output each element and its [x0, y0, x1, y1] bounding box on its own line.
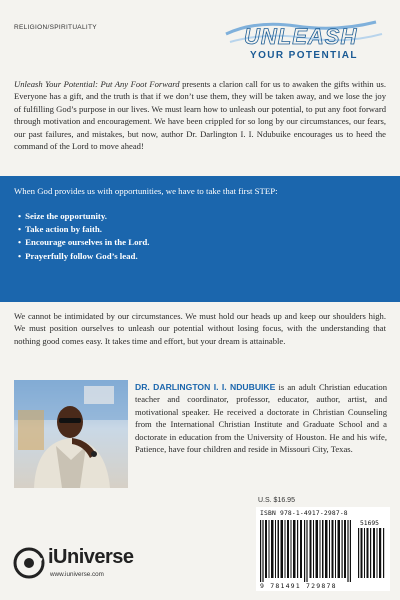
price-addon-code: 51695 [360, 520, 379, 527]
series-logo [216, 14, 386, 64]
intro-text: presents a clarion call for us to awaken the gifts within us. Everyone has a gift, and the truth is that if we don’t use them, they will be taken away, and we lose the joy of fulfilling God’s purpose in our lives. We must learn how to unleash our potential, to put any foot forward through motivation and encouragement. We have been crippled for so long by our circumstances, our fears, our past failures, and mistakes, but now, author Dr. Darlington I. I. Ndubuike encourages us to heed the command of the Lord to move ahead! [14, 79, 386, 152]
step-lead: When God provides us with opportunities, we have to take that first STEP: [14, 186, 278, 196]
author-name: DR. DARLINGTON I. I. NDUBUIKE [135, 382, 276, 392]
price-label: U.S. $16.95 [258, 497, 295, 504]
logo-subtitle: YOUR POTENTIAL [250, 50, 358, 61]
ean-digits: 9 781491 729878 [260, 582, 337, 590]
barcode-icon [260, 520, 386, 582]
step-item: • Encourage ourselves in the Lord. [26, 236, 149, 249]
closing-paragraph: We cannot be intimidated by our circumstances. We must hold our heads up and keep our shoulders high. We must position ourselves to unleash our potential without losing focus, with the understanding that nothing good comes easy. It takes time and effort, but your dream is attainable. [14, 311, 386, 346]
author-bio [135, 381, 387, 455]
author-photo [14, 380, 128, 488]
iuniverse-swirl-icon [12, 546, 46, 580]
logo-title: UNLEASH [244, 24, 358, 49]
step-band [0, 176, 400, 302]
step-item: • Take action by faith. [26, 223, 149, 236]
category-label: RELIGION/SPIRITUALITY [14, 24, 97, 31]
isbn-text: ISBN 978-1-4917-2987-8 [260, 510, 348, 517]
bio-text: is an adult Christian education teacher and coordinator, professor, educator, author, artist, and motivational speaker. He received a doctorate in Christian Counseling from the International Christian Institute and Graduate School and a doctorate in education from the University of Houston. He and his wife, Patience, have four children and reside in Missouri City, Texas. [135, 382, 387, 455]
book-title: Unleash Your Potential: Put Any Foot Forward [14, 79, 180, 89]
isbn-barcode [256, 507, 390, 591]
step-item: • Seize the opportunity. [26, 210, 149, 223]
publisher-url: www.iuniverse.com [50, 571, 104, 578]
publisher-name: iUniverse [48, 546, 134, 568]
author-figure-icon [14, 380, 128, 488]
step-item: • Prayerfully follow God’s lead. [26, 250, 149, 263]
intro-paragraph [14, 78, 386, 152]
publisher-logo [12, 546, 172, 586]
step-list [26, 210, 149, 263]
